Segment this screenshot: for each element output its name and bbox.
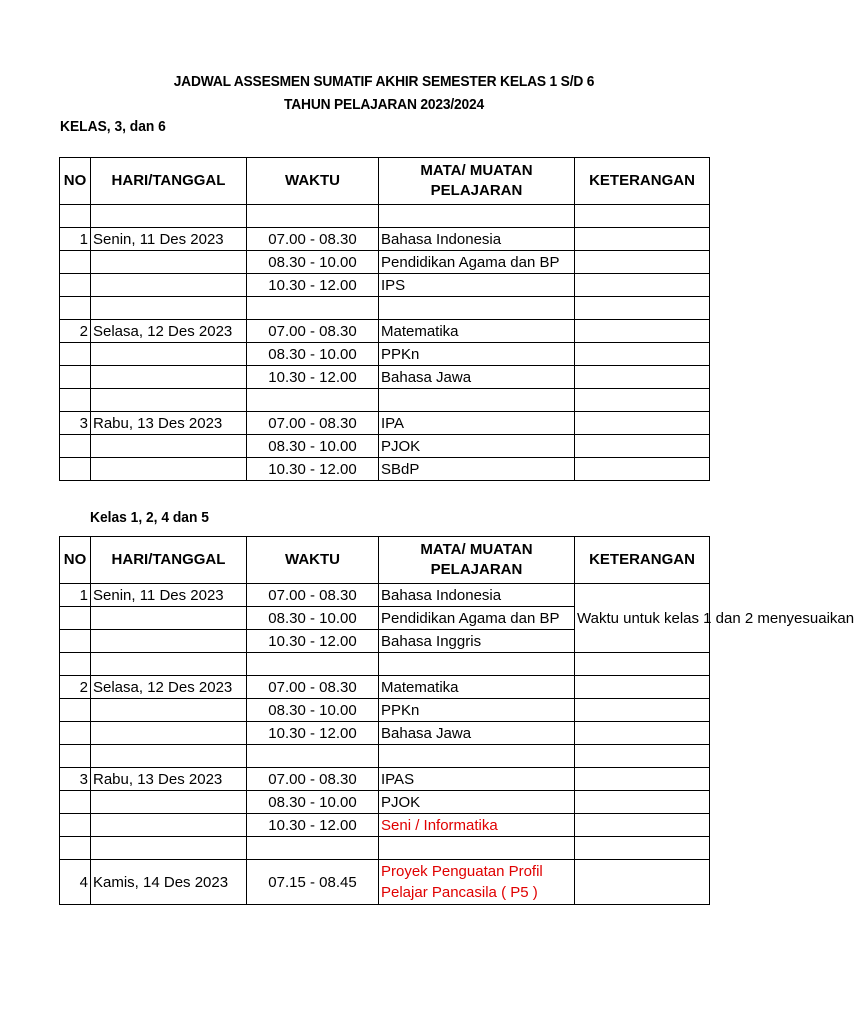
cell-hari-tanggal: Kamis, 14 Des 2023	[91, 860, 247, 905]
cell-mata-pelajaran	[379, 297, 575, 320]
cell-waktu: 10.30 - 12.00	[247, 722, 379, 745]
table-row	[60, 458, 710, 481]
cell-no	[60, 814, 91, 837]
cell-mata-pelajaran: Matematika	[379, 676, 575, 699]
schedule-table-kelas-1-2-4-5	[59, 536, 854, 905]
cell-hari-tanggal	[91, 435, 247, 458]
table-row	[60, 676, 710, 699]
cell-keterangan	[575, 722, 710, 745]
cell-mata-pelajaran: PPKn	[379, 699, 575, 722]
cell-no: 1	[60, 584, 91, 607]
cell-keterangan-note: Waktu untuk kelas 1 dan 2 menyesuaikan	[575, 584, 710, 653]
cell-keterangan	[575, 366, 710, 389]
cell-mata-pelajaran: SBdP	[379, 458, 575, 481]
cell-keterangan	[575, 274, 710, 297]
cell-no	[60, 389, 91, 412]
table-row	[60, 320, 710, 343]
cell-waktu	[247, 205, 379, 228]
cell-no	[60, 722, 91, 745]
cell-keterangan	[575, 814, 710, 837]
cell-no	[60, 251, 91, 274]
cell-hari-tanggal	[91, 630, 247, 653]
cell-keterangan	[575, 205, 710, 228]
cell-keterangan	[575, 251, 710, 274]
cell-hari-tanggal	[91, 343, 247, 366]
cell-mata-pelajaran: IPA	[379, 412, 575, 435]
cell-hari-tanggal	[91, 653, 247, 676]
cell-no	[60, 343, 91, 366]
cell-waktu: 07.00 - 08.30	[247, 320, 379, 343]
cell-hari-tanggal	[91, 458, 247, 481]
cell-mata-pelajaran: Pendidikan Agama dan BP	[379, 251, 575, 274]
cell-no: 3	[60, 768, 91, 791]
cell-waktu: 08.30 - 10.00	[247, 607, 379, 630]
cell-hari-tanggal: Senin, 11 Des 2023	[91, 584, 247, 607]
cell-mata-pelajaran: Bahasa Jawa	[379, 366, 575, 389]
table-row	[60, 860, 710, 905]
table-row	[60, 584, 710, 607]
table-row	[60, 745, 710, 768]
header-waktu: WAKTU	[247, 158, 379, 205]
cell-waktu	[247, 745, 379, 768]
cell-mata-pelajaran: PJOK	[379, 435, 575, 458]
cell-no	[60, 607, 91, 630]
table-row	[60, 366, 710, 389]
cell-keterangan	[575, 676, 710, 699]
cell-hari-tanggal: Senin, 11 Des 2023	[91, 228, 247, 251]
cell-waktu: 10.30 - 12.00	[247, 814, 379, 837]
cell-hari-tanggal: Selasa, 12 Des 2023	[91, 676, 247, 699]
cell-mata-pelajaran: Bahasa Inggris	[379, 630, 575, 653]
cell-mata-pelajaran: Bahasa Indonesia	[379, 228, 575, 251]
cell-hari-tanggal	[91, 205, 247, 228]
cell-waktu: 08.30 - 10.00	[247, 343, 379, 366]
cell-keterangan	[575, 860, 710, 905]
table-row	[60, 389, 710, 412]
cell-keterangan	[575, 653, 710, 676]
cell-no	[60, 745, 91, 768]
cell-waktu: 10.30 - 12.00	[247, 458, 379, 481]
cell-keterangan	[575, 297, 710, 320]
cell-waktu: 08.30 - 10.00	[247, 699, 379, 722]
cell-waktu: 07.00 - 08.30	[247, 768, 379, 791]
cell-hari-tanggal	[91, 366, 247, 389]
cell-no: 4	[60, 860, 91, 905]
cell-mata-pelajaran	[379, 205, 575, 228]
cell-waktu: 07.00 - 08.30	[247, 228, 379, 251]
cell-hari-tanggal	[91, 297, 247, 320]
header-mata-pelajaran: MATA/ MUATAN PELAJARAN	[379, 537, 575, 584]
table-row	[60, 768, 710, 791]
cell-keterangan	[575, 228, 710, 251]
cell-no: 3	[60, 412, 91, 435]
table-row	[60, 251, 710, 274]
table-header-row	[60, 158, 710, 205]
cell-waktu: 07.00 - 08.30	[247, 584, 379, 607]
header-keterangan: KETERANGAN	[575, 158, 710, 205]
cell-waktu	[247, 837, 379, 860]
cell-waktu: 07.00 - 08.30	[247, 412, 379, 435]
cell-no	[60, 653, 91, 676]
cell-mata-pelajaran	[379, 653, 575, 676]
cell-keterangan	[575, 837, 710, 860]
cell-hari-tanggal	[91, 837, 247, 860]
header-no: NO	[60, 537, 91, 584]
table-row	[60, 435, 710, 458]
cell-mata-pelajaran: Proyek Penguatan Profil Pelajar Pancasila ( P5 )	[379, 860, 575, 905]
cell-hari-tanggal	[91, 745, 247, 768]
cell-no	[60, 699, 91, 722]
table-row	[60, 274, 710, 297]
cell-hari-tanggal	[91, 607, 247, 630]
document-title: JADWAL ASSESMEN SUMATIF AKHIR SEMESTER KELAS 1 S/D 6	[173, 73, 595, 90]
cell-mata-pelajaran: PPKn	[379, 343, 575, 366]
cell-waktu: 10.30 - 12.00	[247, 274, 379, 297]
table-row	[60, 412, 710, 435]
cell-keterangan	[575, 699, 710, 722]
cell-no: 2	[60, 320, 91, 343]
cell-hari-tanggal	[91, 251, 247, 274]
cell-hari-tanggal	[91, 722, 247, 745]
table-header-row	[60, 537, 710, 584]
cell-hari-tanggal	[91, 274, 247, 297]
cell-mata-pelajaran	[379, 389, 575, 412]
cell-keterangan	[575, 768, 710, 791]
cell-hari-tanggal	[91, 389, 247, 412]
cell-no: 2	[60, 676, 91, 699]
cell-keterangan	[575, 412, 710, 435]
cell-waktu	[247, 389, 379, 412]
cell-mata-pelajaran: Matematika	[379, 320, 575, 343]
cell-mata-pelajaran: IPS	[379, 274, 575, 297]
header-hari-tanggal: HARI/TANGGAL	[91, 537, 247, 584]
schedule-table-kelas-3-6	[59, 157, 710, 481]
cell-waktu	[247, 297, 379, 320]
cell-waktu	[247, 653, 379, 676]
table-row	[60, 343, 710, 366]
cell-hari-tanggal: Rabu, 13 Des 2023	[91, 412, 247, 435]
cell-waktu: 10.30 - 12.00	[247, 630, 379, 653]
cell-no	[60, 274, 91, 297]
table-row	[60, 205, 710, 228]
header-keterangan: KETERANGAN	[575, 537, 710, 584]
table-row	[60, 837, 710, 860]
cell-no	[60, 366, 91, 389]
table-row	[60, 814, 710, 837]
cell-mata-pelajaran: Pendidikan Agama dan BP	[379, 607, 575, 630]
cell-hari-tanggal	[91, 814, 247, 837]
header-mata-pelajaran: MATA/ MUATAN PELAJARAN	[379, 158, 575, 205]
cell-keterangan	[575, 745, 710, 768]
header-waktu: WAKTU	[247, 537, 379, 584]
cell-mata-pelajaran: IPAS	[379, 768, 575, 791]
cell-mata-pelajaran: Seni / Informatika	[379, 814, 575, 837]
cell-no	[60, 791, 91, 814]
cell-no	[60, 458, 91, 481]
cell-waktu: 07.00 - 08.30	[247, 676, 379, 699]
cell-mata-pelajaran	[379, 745, 575, 768]
cell-hari-tanggal	[91, 699, 247, 722]
cell-mata-pelajaran: Bahasa Jawa	[379, 722, 575, 745]
table-row	[60, 699, 710, 722]
cell-no	[60, 435, 91, 458]
cell-mata-pelajaran: PJOK	[379, 791, 575, 814]
cell-waktu: 10.30 - 12.00	[247, 366, 379, 389]
cell-waktu: 08.30 - 10.00	[247, 251, 379, 274]
cell-mata-pelajaran	[379, 837, 575, 860]
table-row	[60, 653, 710, 676]
section-2-label: Kelas 1, 2, 4 dan 5	[90, 509, 209, 526]
cell-mata-pelajaran: Bahasa Indonesia	[379, 584, 575, 607]
table-row	[60, 722, 710, 745]
cell-hari-tanggal: Selasa, 12 Des 2023	[91, 320, 247, 343]
cell-keterangan	[575, 343, 710, 366]
cell-hari-tanggal	[91, 791, 247, 814]
cell-no: 1	[60, 228, 91, 251]
cell-no	[60, 630, 91, 653]
cell-waktu: 08.30 - 10.00	[247, 791, 379, 814]
cell-no	[60, 205, 91, 228]
cell-keterangan	[575, 458, 710, 481]
section-1-label: KELAS, 3, dan 6	[60, 118, 166, 135]
cell-keterangan	[575, 435, 710, 458]
cell-no	[60, 837, 91, 860]
cell-no	[60, 297, 91, 320]
header-no: NO	[60, 158, 91, 205]
table-row	[60, 791, 710, 814]
cell-hari-tanggal: Rabu, 13 Des 2023	[91, 768, 247, 791]
cell-keterangan	[575, 791, 710, 814]
cell-waktu: 08.30 - 10.00	[247, 435, 379, 458]
document-subtitle: TAHUN PELAJARAN 2023/2024	[284, 96, 484, 113]
table-row	[60, 228, 710, 251]
table-row	[60, 297, 710, 320]
cell-keterangan	[575, 389, 710, 412]
header-hari-tanggal: HARI/TANGGAL	[91, 158, 247, 205]
cell-keterangan	[575, 320, 710, 343]
cell-waktu: 07.15 - 08.45	[247, 860, 379, 905]
